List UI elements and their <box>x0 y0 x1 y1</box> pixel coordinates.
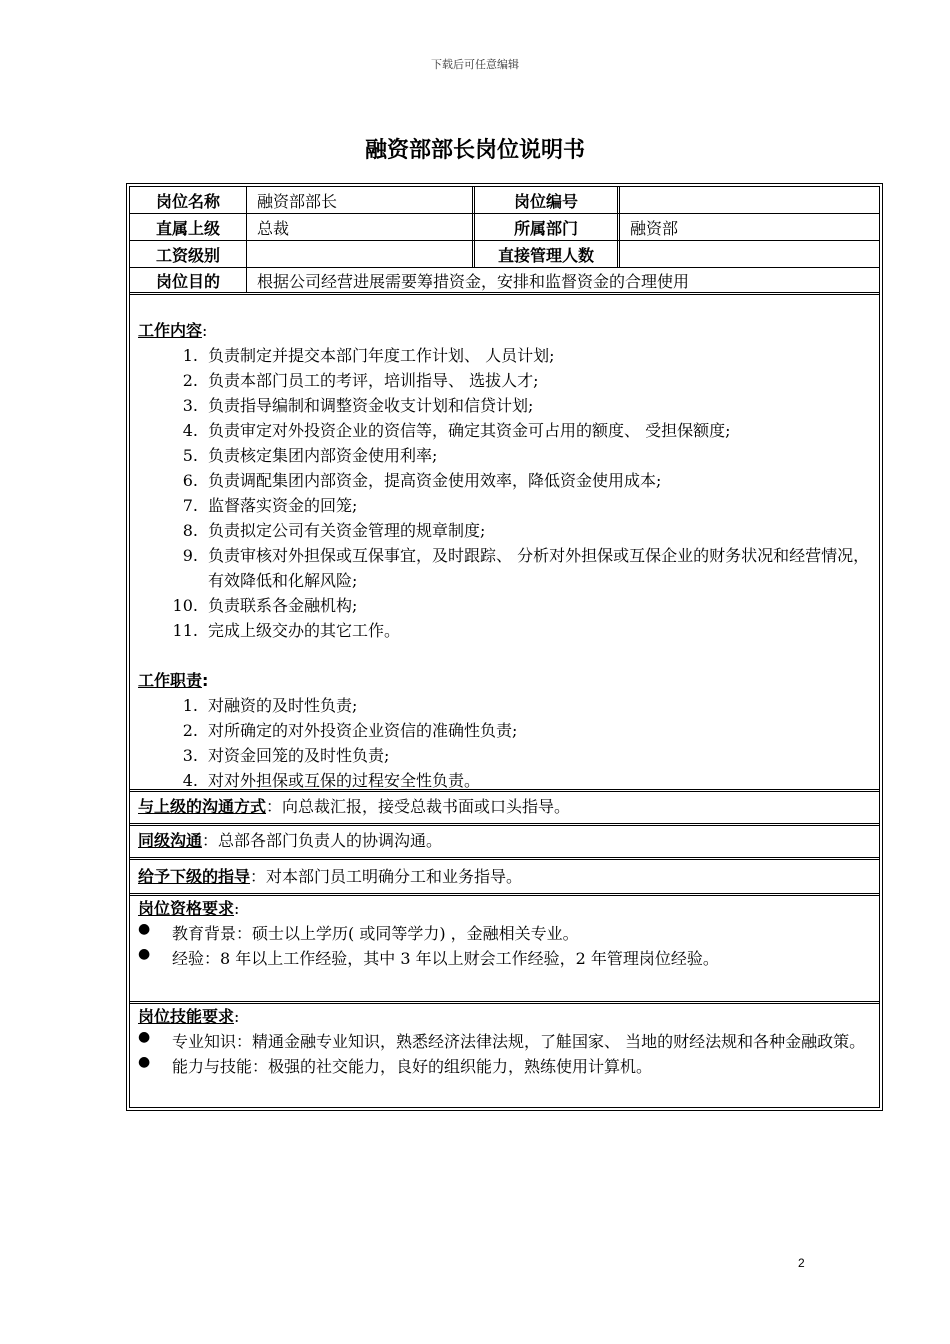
responsibilities-heading: 工作职责 <box>138 671 203 690</box>
position-name-label: 岗位名称 <box>155 191 220 211</box>
position-no-label: 岗位编号 <box>472 187 617 213</box>
list-item-text: 负责本部门员工的考评，培训指导、 选拔人才; <box>208 371 539 390</box>
list-item <box>138 593 871 618</box>
upward-comm-heading: 与上级的沟通方式 <box>138 797 267 816</box>
list-item-number: 1. <box>182 346 198 365</box>
responsibilities-heading-line: 工作职责: <box>138 671 209 690</box>
position-name-value: 融资部部长 <box>246 187 472 213</box>
guidance-text: 对本部门员工明确分工和业务指导。 <box>266 867 523 886</box>
dept-value: 融资部 <box>617 214 879 240</box>
list-item-text: 监督落实资金的回笼; <box>208 496 358 515</box>
bullet-text: 专业知识：精通金融专业知识，熟悉经济法律法规，了觟国家、 当地的财经法规和各种金融政策。 <box>172 1032 866 1051</box>
list-item <box>138 418 871 443</box>
form-inner <box>129 186 880 1108</box>
guidance-heading: 给予下级的指导 <box>138 867 251 886</box>
list-item-number: 9. <box>182 546 198 565</box>
supervisor-label: 直属上级 <box>155 218 220 238</box>
salary-label: 工资级别 <box>155 245 220 265</box>
dept-label: 所属部门 <box>472 214 617 240</box>
upward-comm-row: 与上级的沟通方式：向总裁汇报，接受总裁书面或口头指导。 <box>130 789 879 823</box>
list-item-text: 负责调配集团内部资金，提高资金使用效率，降低资金使用成本; <box>208 471 662 490</box>
list-item-number: 4. <box>182 421 198 440</box>
bullet-text: 能力与技能：极强的社交能力，良好的组织能力，熟练使用计算机。 <box>172 1057 653 1076</box>
list-item-number: 2. <box>182 721 198 740</box>
bullet-text: 经验：8 年以上工作经验，其中 3 年以上财会工作经验，2 年管理岗位经验。 <box>172 949 719 968</box>
list-item-text: 负责审核对外担保或互保事宜，及时跟踪、 分析对外担保或互保企业的财务状况和经营情况，有效降低和化解风险; <box>208 546 870 590</box>
list-item-text: 对所确定的对外投资企业资信的准确性负责; <box>208 721 518 740</box>
qualifications-list <box>138 921 871 971</box>
list-item <box>138 468 871 493</box>
bullet-item <box>138 1029 871 1054</box>
list-item <box>138 518 871 543</box>
list-item <box>138 693 871 718</box>
direct-reports-value <box>617 241 879 267</box>
bullet-text: 教育背景：硕士以上学历( 或同等学力) ，金融相关专业。 <box>172 924 579 943</box>
list-item <box>138 618 871 643</box>
job-description-form <box>126 183 883 1111</box>
upward-comm-text: 向总裁汇报，接受总裁书面或口头指导。 <box>282 797 571 816</box>
purpose-value: 根据公司经营进展需要筹措资金，安排和监督资金的合理使用 <box>246 268 879 292</box>
page-title: 融资部部长岗位说明书 <box>364 138 585 163</box>
row-supervisor <box>130 214 879 241</box>
direct-reports-label: 直接管理人数 <box>472 241 617 267</box>
list-item-text: 完成上级交办的其它工作。 <box>208 621 401 640</box>
header-note: 下载后可任意编辑 <box>431 58 519 71</box>
work-content-heading: 工作内容 <box>138 321 203 340</box>
list-item <box>138 443 871 468</box>
list-item-text: 对融资的及时性负责; <box>208 696 358 715</box>
list-item-number: 8. <box>182 521 198 540</box>
bullet-icon: ● <box>138 921 151 937</box>
list-item <box>138 718 871 743</box>
work-content-list <box>138 343 871 643</box>
bullet-item <box>138 946 871 971</box>
list-item-number: 7. <box>182 496 198 515</box>
list-item <box>138 493 871 518</box>
row-position-name <box>130 187 879 214</box>
list-item-number: 5. <box>182 446 198 465</box>
list-item-text: 负责联系各金融机构; <box>208 596 358 615</box>
list-item-number: 1. <box>182 696 198 715</box>
row-purpose <box>130 268 879 295</box>
list-item-text: 负责审定对外投资企业的资信等，确定其资金可占用的额度、 受担保额度; <box>208 421 731 440</box>
salary-value <box>246 241 472 267</box>
list-item-number: 11. <box>172 621 198 640</box>
page-number: 2 <box>798 1256 805 1270</box>
list-item <box>138 743 871 768</box>
supervisor-value: 总裁 <box>246 214 472 240</box>
skills-list <box>138 1029 871 1079</box>
peer-comm-heading: 同级沟通 <box>138 831 203 850</box>
list-item-number: 10. <box>172 596 198 615</box>
list-item <box>138 368 871 393</box>
list-item-text: 对对外担保或互保的过程安全性负责。 <box>208 771 481 790</box>
list-item <box>138 393 871 418</box>
responsibilities-list <box>138 693 871 793</box>
work-content-heading-line: 工作内容: <box>138 321 208 340</box>
guidance-row: 给予下级的指导：对本部门员工明确分工和业务指导。 <box>130 857 879 893</box>
skills-section: 岗位技能要求: ● 专业知识：精通金融专业知识，熟悉经济法律法规，了觟国家、 当地的财经法规和各种金融政策。 ● 能力与技能：极强的社交能力，良好的组织能力，熟练使用计算机。 <box>130 1001 879 1109</box>
list-item-text: 负责核定集团内部资金使用利率; <box>208 446 438 465</box>
purpose-label: 岗位目的 <box>155 271 220 291</box>
row-salary <box>130 241 879 268</box>
list-item-number: 3. <box>182 396 198 415</box>
peer-comm-row: 同级沟通：总部各部门负责人的协调沟通。 <box>130 823 879 857</box>
bullet-icon: ● <box>138 1029 151 1045</box>
list-item-number: 3. <box>182 746 198 765</box>
skills-heading: 岗位技能要求 <box>138 1007 235 1026</box>
position-no-value <box>617 187 879 213</box>
list-item-text: 负责拟定公司有关资金管理的规章制度; <box>208 521 486 540</box>
bullet-item <box>138 921 871 946</box>
peer-comm-text: 总部各部门负责人的协调沟通。 <box>218 831 443 850</box>
list-item <box>138 343 871 368</box>
qualifications-heading: 岗位资格要求 <box>138 899 235 918</box>
list-item-number: 2. <box>182 371 198 390</box>
list-item-number: 6. <box>182 471 198 490</box>
list-item-text: 负责指导编制和调整资金收支计划和信贷计划; <box>208 396 534 415</box>
list-item-number: 4. <box>182 771 198 790</box>
bullet-icon: ● <box>138 1054 151 1070</box>
work-section <box>130 298 879 789</box>
list-item-text: 负责制定并提交本部门年度工作计划、 人员计划; <box>208 346 555 365</box>
bullet-icon: ● <box>138 946 151 962</box>
list-item <box>138 543 871 593</box>
list-item-text: 对资金回笼的及时性负责; <box>208 746 390 765</box>
bullet-item <box>138 1054 871 1079</box>
qualifications-section: 岗位资格要求: ● 教育背景：硕士以上学历( 或同等学力) ，金融相关专业。 ● 经验：8 年以上工作经验，其中 3 年以上财会工作经验，2 年管理岗位经验。 <box>130 893 879 1001</box>
